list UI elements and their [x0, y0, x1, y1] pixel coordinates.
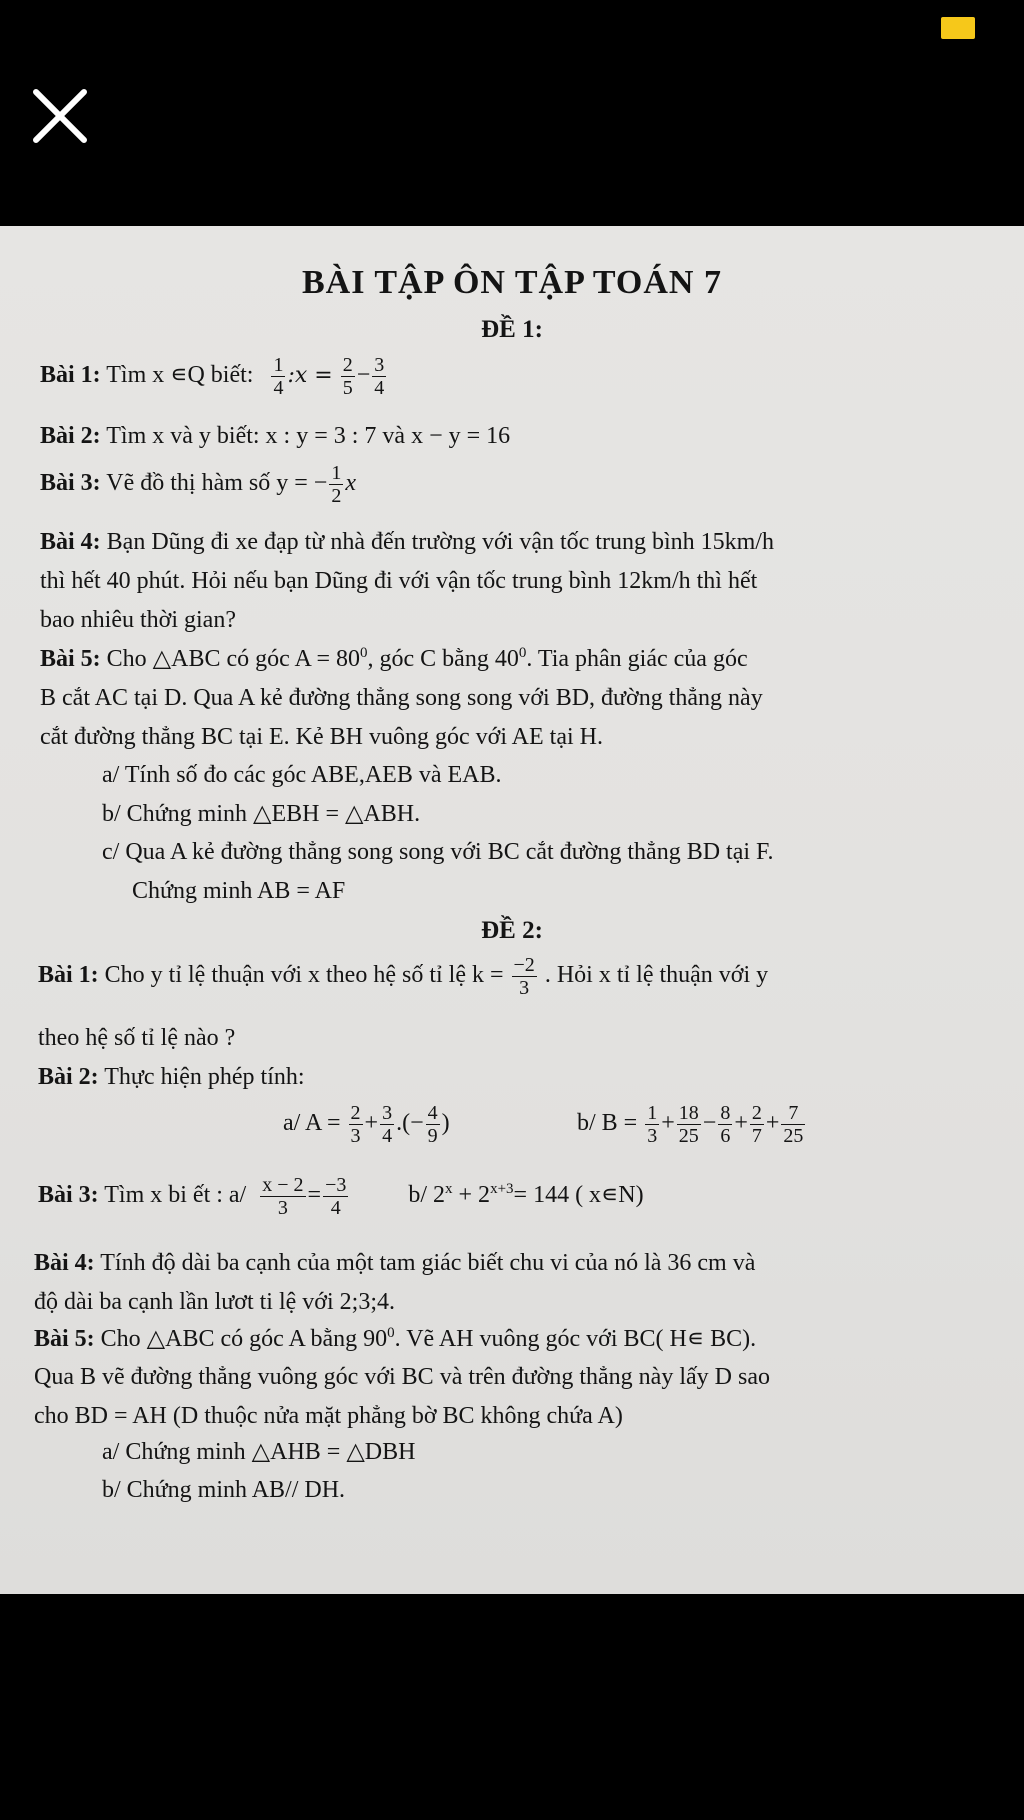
battery-icon [941, 17, 975, 39]
bottom-bar [0, 1594, 1024, 1820]
de1-bai5-c2: Chứng minh AB = AF [132, 878, 346, 904]
de2-bai2: Bài 2: Thực hiện phép tính: [38, 1064, 305, 1090]
de1-bai4-line2: thì hết 40 phút. Hỏi nếu bạn Dũng đi với vận tốc trung bình 12km/h thì hết [40, 568, 758, 594]
de1-bai5-line2: B cắt AC tại D. Qua A kẻ đường thẳng song song với BD, đường thẳng này [40, 685, 763, 711]
de1-bai5-c: c/ Qua A kẻ đường thẳng song song với BC cắt đường thẳng BD tại F. [102, 839, 774, 865]
de1-bai3: Bài 3: Vẽ đồ thị hàm số y = − $\frac{1}{2}$ x [40, 462, 356, 507]
close-icon [28, 84, 92, 148]
de2-bai1-line1: Bài 1: Cho y tỉ lệ thuận với x theo hệ số tỉ lệ k = $\frac{-2}{3}$ . Hỏi x tỉ lệ thuận với y [38, 954, 769, 999]
de2-bai5-b: b/ Chứng minh AB// DH. [102, 1477, 346, 1503]
de1-bai5-line3: cắt đường thẳng BC tại E. Kẻ BH vuông góc với AE tại H. [40, 724, 603, 750]
de2-bai2-a: a/ A = $\frac{2}{3}$ + $\frac{3}{4}$ .(− $\frac{4}{9}$ ) [283, 1102, 450, 1147]
close-button[interactable] [28, 84, 92, 148]
section-heading-de1: ĐỀ 1: [481, 316, 543, 343]
de2-bai2-b: b/ B = $\frac{1}{3}$ + $\frac{18}{25}$ − $\frac{8}{6}$ + $\frac{2}{7}$ + $\frac{7}{25}$ [577, 1102, 804, 1147]
de2-bai3: Bài 3: Tìm x bi ết : a/ $\frac{x - 2}{3}$ = $\frac{-3}{4}$ b/ $2^x + 2^{x+3}= 144$ ( x∊N) [38, 1174, 644, 1219]
de1-bai5-line1: Bài 5: Cho △ABC có góc $A = 80^0$, góc C bằng $40^0$. Tia phân giác của góc [40, 645, 748, 672]
de2-bai1-line2: theo hệ số tỉ lệ nào ? [38, 1025, 236, 1051]
de1-bai4-line1: Bài 4: Bạn Dũng đi xe đạp từ nhà đến trường với vận tốc trung bình 15km/h [40, 529, 774, 555]
de2-bai5-line2: Qua B vẽ đường thẳng vuông góc với BC và trên đường thẳng này lấy D sao [34, 1364, 770, 1390]
de1-bai1: Bài 1: Tìm x ∊Q biết: $\frac{1}{4}$ :x = $\frac{2}{5}$ − $\frac{3}{4}$ [40, 354, 385, 399]
de1-bai2: Bài 2: Tìm x và y biết: x : y = 3 : 7 và x − y = 16 [40, 423, 511, 449]
de2-bai4-line2: độ dài ba cạnh lần lươt ti lệ với 2;3;4. [34, 1289, 395, 1315]
de2-bai5-line3: cho BD = AH (D thuộc nửa mặt phẳng bờ BC không chứa A) [34, 1403, 623, 1429]
de1-bai4-line3: bao nhiêu thời gian? [40, 607, 236, 633]
top-bar [0, 0, 1024, 225]
de1-bai5-a: a/ Tính số đo các góc ABE,AEB và EAB. [102, 762, 502, 788]
section-heading-de2: ĐỀ 2: [481, 917, 543, 944]
de2-bai5-a: a/ Chứng minh △AHB = △DBH [102, 1439, 416, 1465]
de2-bai5-line1: Bài 5: Cho △ABC có góc A bằng $90^0$. Vẽ AH vuông góc với BC( H∊ BC). [34, 1325, 757, 1352]
document-photo [0, 226, 1024, 1594]
de1-bai5-b: b/ Chứng minh △EBH = △ABH. [102, 801, 421, 827]
de2-bai4-line1: Bài 4: Tính độ dài ba cạnh của một tam giác biết chu vi của nó là 36 cm và [34, 1250, 756, 1276]
document-title: BÀI TẬP ÔN TẬP TOÁN 7 [302, 264, 722, 301]
